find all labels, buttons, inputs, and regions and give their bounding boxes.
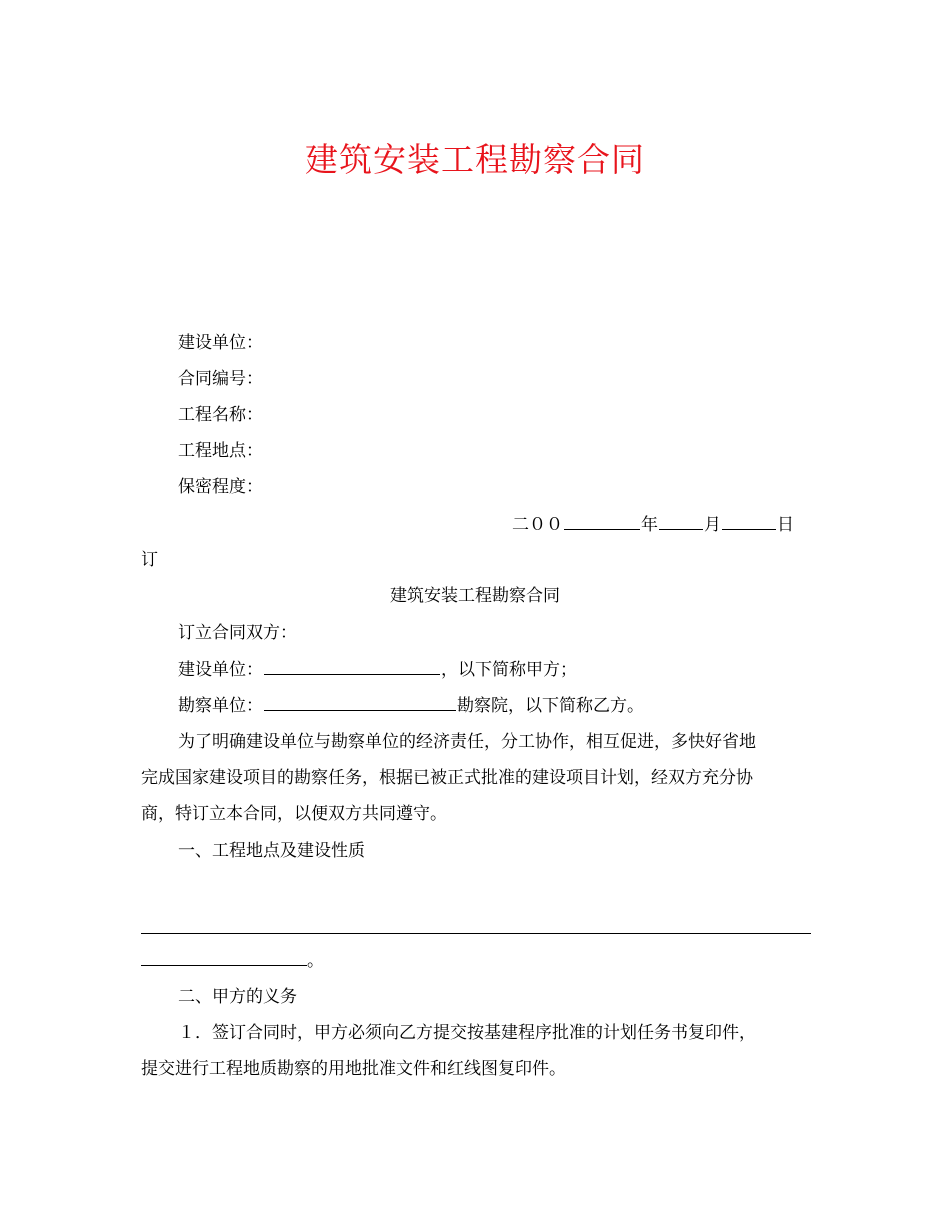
party-b-suffix: 勘察院，以下简称乙方。 (457, 696, 644, 716)
cover-field-project-location: 工程地点： (178, 441, 263, 461)
day-blank (722, 512, 776, 530)
party-a-line (178, 657, 577, 682)
date-prefix: 二００ (512, 515, 563, 535)
preamble-line-1: 为了明确建设单位与勘察单位的经济责任，分工协作，相互促进，多快好省地 (178, 732, 756, 752)
parties-intro: 订立合同双方： (178, 623, 297, 643)
year-blank (564, 512, 640, 530)
party-a-label: 建设单位： (178, 660, 263, 680)
cover-field-project-name: 工程名称： (178, 405, 263, 425)
section-1-heading: 一、工程地点及建设性质 (178, 841, 365, 861)
month-blank (659, 512, 703, 530)
date-line (512, 512, 794, 537)
section-2-item-1-line-1: １．签订合同时，甲方必须向乙方提交按基建程序批准的计划任务书复印件， (178, 1023, 756, 1043)
date-suffix: 订 (141, 550, 158, 570)
section-1-blank-end (141, 948, 324, 973)
date-year-label: 年 (641, 515, 658, 535)
preamble-line-2: 完成国家建设项目的勘察任务，根据已被正式批准的建设项目计划，经双方充分协 (141, 768, 753, 788)
party-b-line (178, 693, 644, 718)
section-2-item-1-line-2: 提交进行工程地质勘察的用地批准文件和红线图复印件。 (141, 1059, 566, 1079)
cover-field-contract-number: 合同编号： (178, 369, 263, 389)
cover-field-confidentiality: 保密程度： (178, 477, 263, 497)
document-title: 建筑安装工程勘察合同 (305, 140, 645, 179)
date-month-label: 月 (704, 515, 721, 535)
section-1-short-blank (141, 948, 307, 966)
party-b-blank (264, 693, 456, 711)
party-a-suffix: ，以下简称甲方； (441, 660, 577, 680)
party-b-label: 勘察单位： (178, 696, 263, 716)
contract-subtitle: 建筑安装工程勘察合同 (390, 586, 560, 606)
section-2-heading: 二、甲方的义务 (178, 987, 297, 1007)
date-day-label: 日 (777, 515, 794, 535)
cover-field-construction-unit: 建设单位： (178, 333, 263, 353)
section-1-end-mark: 。 (307, 951, 324, 971)
section-1-blank-rule (141, 933, 811, 934)
preamble-line-3: 商，特订立本合同，以便双方共同遵守。 (141, 804, 447, 824)
party-a-blank (264, 657, 440, 675)
